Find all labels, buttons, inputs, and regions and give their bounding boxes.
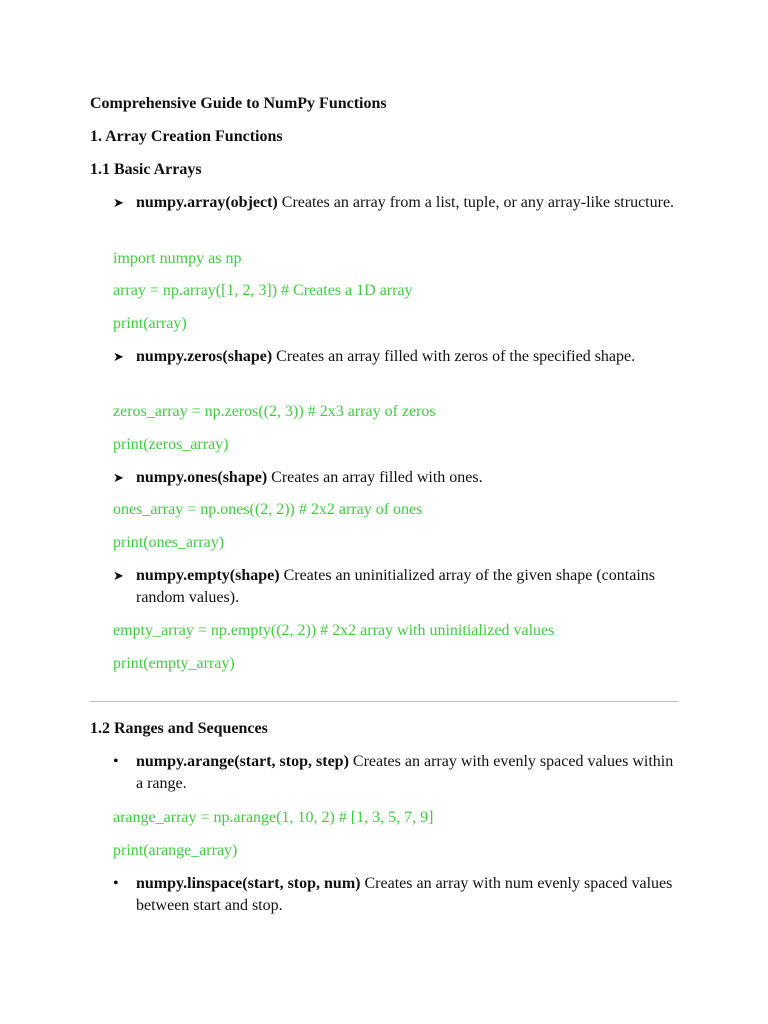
function-item-zeros [136,346,684,368]
code-line: ones_array = np.ones((2, 2)) # 2x2 array of ones [113,501,423,518]
arrow-bullet-icon: ➤ [113,568,124,583]
subsection-heading-1-1: 1.1 Basic Arrays [90,161,202,178]
subsection-heading-1-2: 1.2 Ranges and Sequences [90,720,268,737]
arrow-bullet-icon: ➤ [113,349,124,364]
code-line: empty_array = np.empty((2, 2)) # 2x2 array with uninitialized values [113,622,555,639]
function-name: numpy.zeros(shape) [136,348,273,365]
function-name: numpy.arange(start, stop, step) [136,753,349,770]
function-description: Creates an array with evenly spaced values within a range. [136,753,674,792]
function-description: Creates an uninitialized array of the given shape (contains random values). [136,567,655,606]
dot-bullet-icon: • [113,753,119,770]
code-line: print(array) [113,315,187,332]
code-line: zeros_array = np.zeros((2, 3)) # 2x3 array of zeros [113,403,436,420]
function-description: Creates an array from a list, tuple, or any array-like structure. [277,194,675,211]
function-name: numpy.linspace(start, stop, num) [136,875,361,892]
code-line: print(zeros_array) [113,436,229,453]
document-title: Comprehensive Guide to NumPy Functions [90,95,387,112]
function-name: numpy.array(object) [136,194,278,211]
function-description: Creates an array with num evenly spaced values between start and stop. [136,875,673,914]
function-name: numpy.ones(shape) [136,469,268,486]
function-description: Creates an array filled with ones. [267,469,483,486]
function-item-empty [136,565,684,609]
code-line: arange_array = np.arange(1, 10, 2) # [1, 3, 5, 7, 9] [113,809,434,826]
code-line: print(arange_array) [113,842,238,859]
dot-bullet-icon: • [113,875,119,892]
arrow-bullet-icon: ➤ [113,195,124,210]
code-line: array = np.array([1, 2, 3]) # Creates a 1D array [113,282,413,299]
section-heading-1: 1. Array Creation Functions [90,128,283,145]
function-item-linspace [136,873,684,917]
function-description: Creates an array filled with zeros of the specified shape. [272,348,636,365]
code-line: import numpy as np [113,250,242,267]
function-item-array [136,192,684,214]
function-item-ones [136,467,684,489]
function-name: numpy.empty(shape) [136,567,280,584]
code-line: print(empty_array) [113,655,235,672]
horizontal-divider [90,701,678,702]
code-line: print(ones_array) [113,534,225,551]
arrow-bullet-icon: ➤ [113,470,124,485]
function-item-arange [136,751,684,795]
